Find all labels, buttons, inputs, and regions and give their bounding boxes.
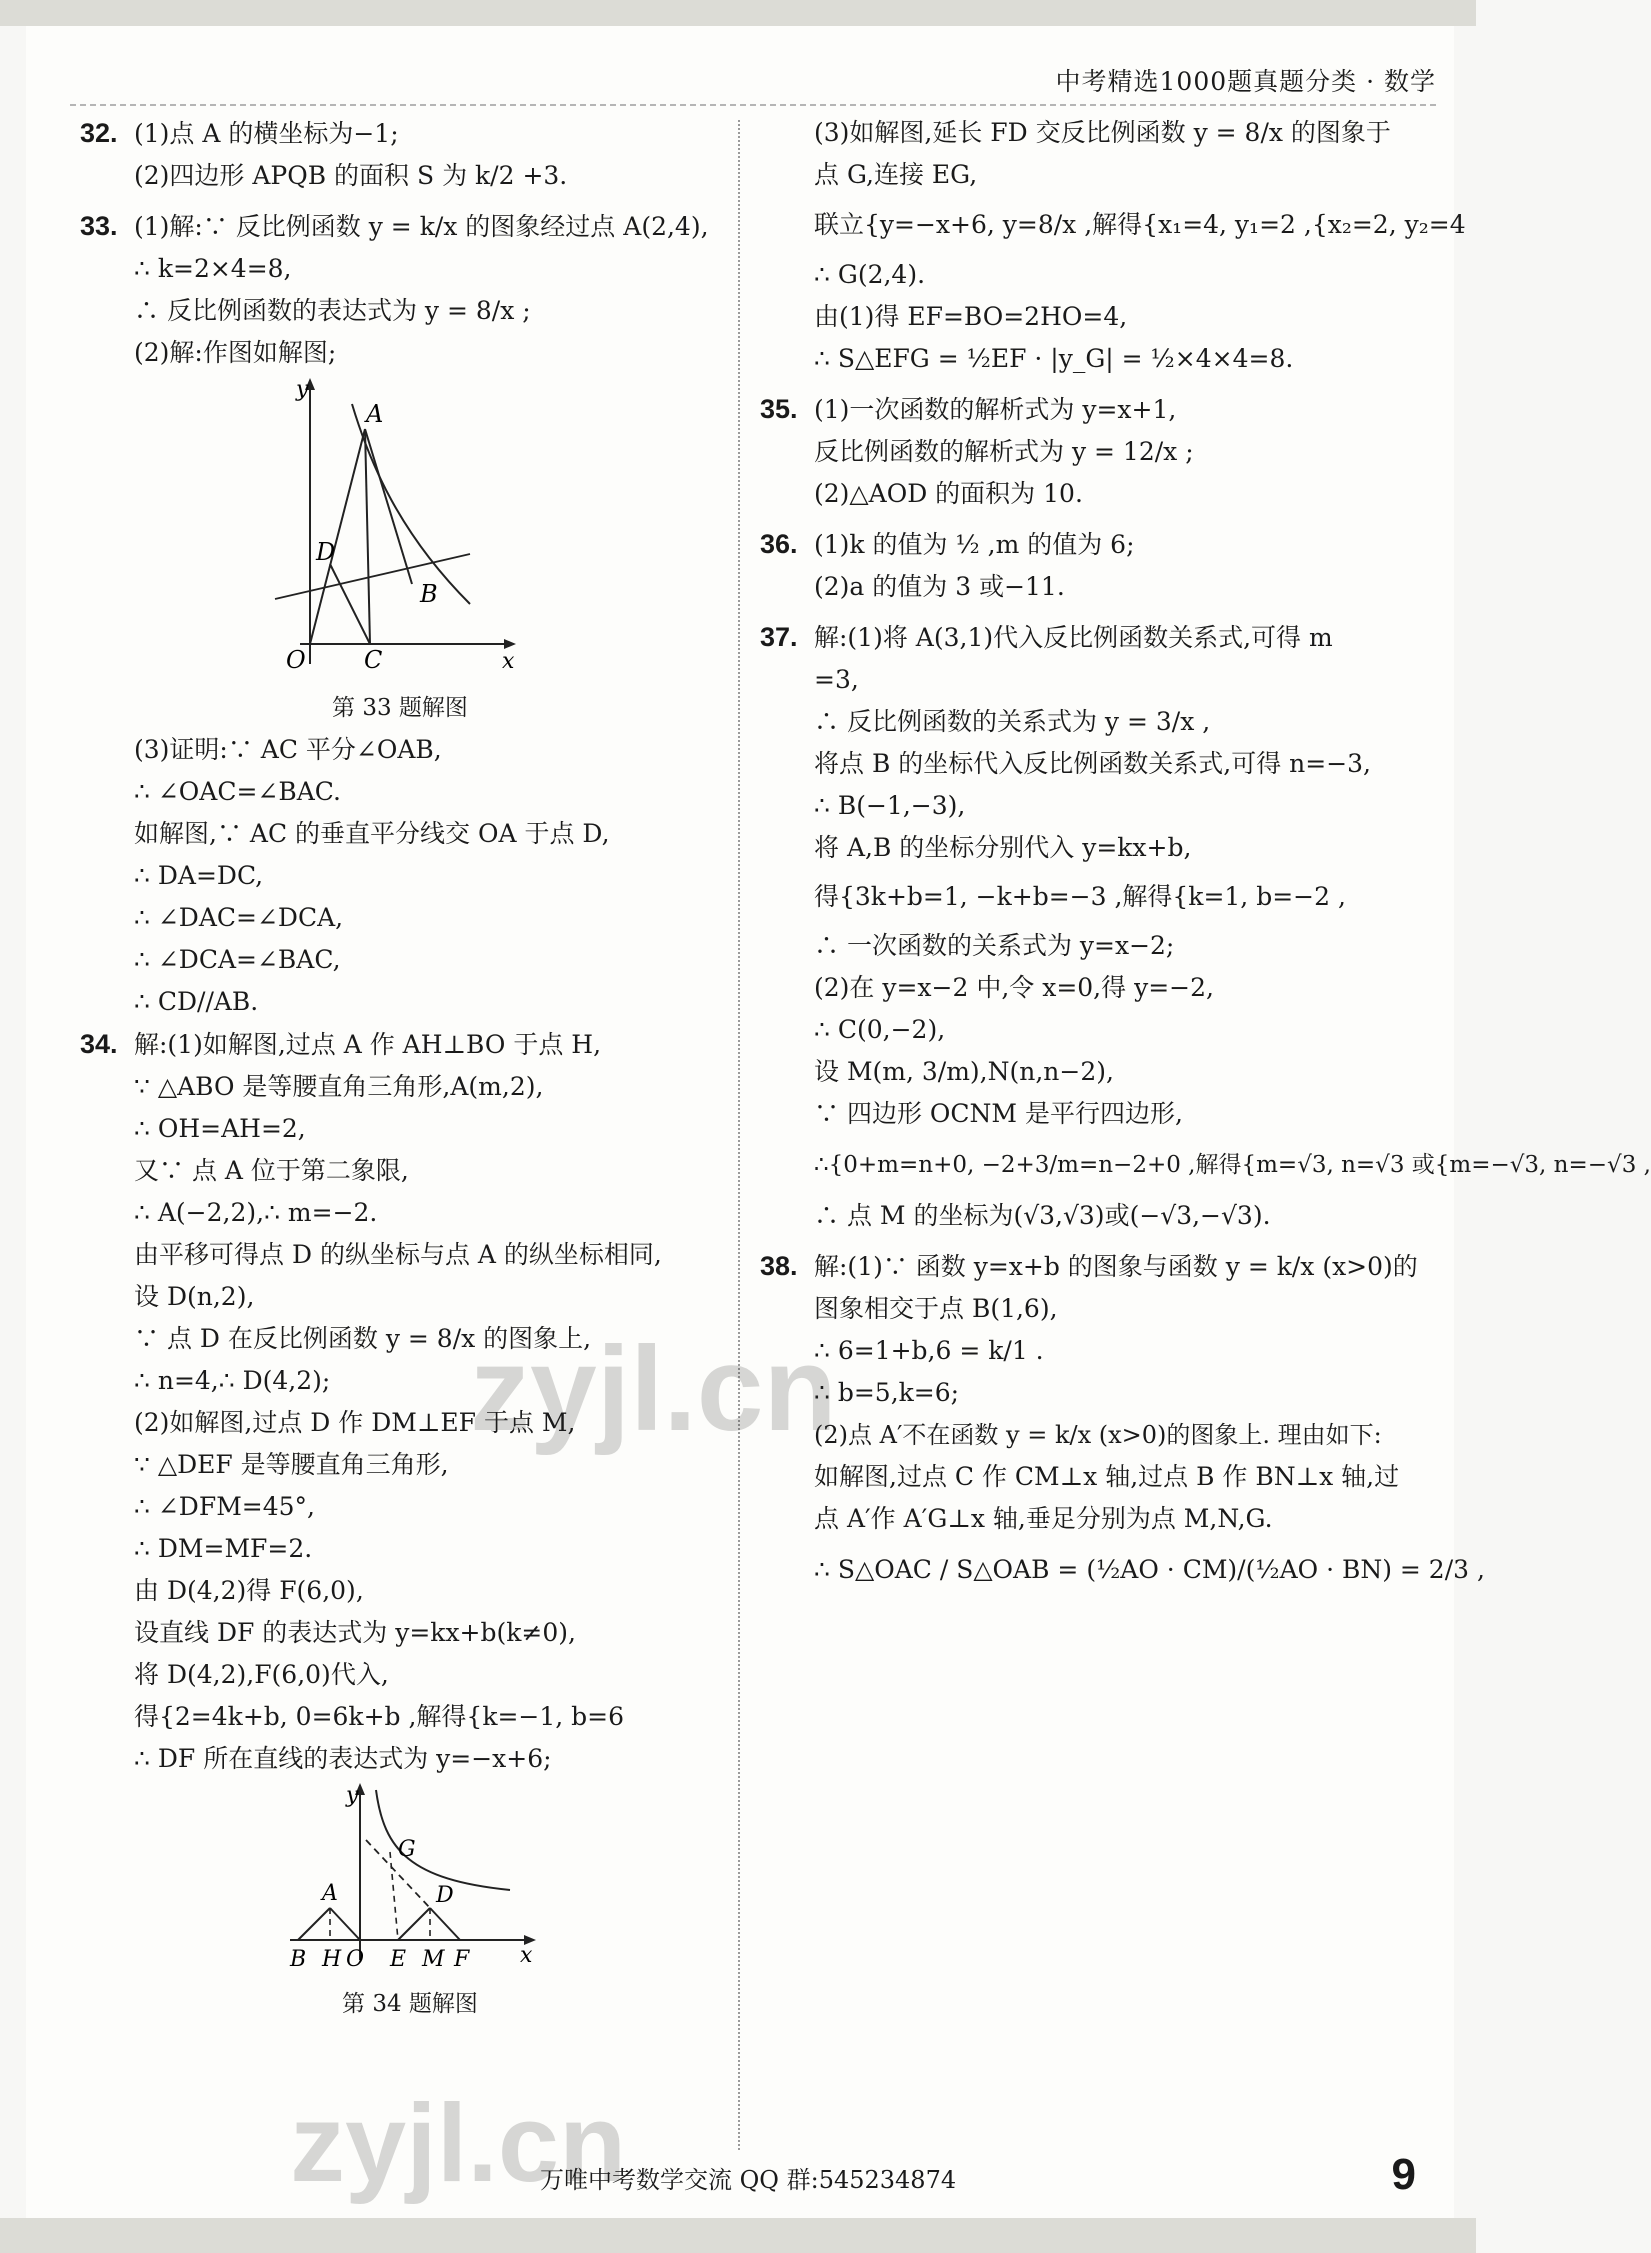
q37-line1: 37. 解:(1)将 A(3,1)代入反比例函数关系式,可得 m (760, 616, 1405, 659)
q33-bisector-line (275, 554, 470, 599)
q34-label-A: A (322, 1881, 338, 1906)
scan-border-top (0, 0, 1476, 26)
q34-diagram (280, 1780, 540, 1970)
q34-figure (280, 1780, 720, 2025)
q34-line15: 设直线 DF 的表达式为 y=kx+b(k≠0), (134, 1618, 576, 1647)
q33-label-A: A (366, 400, 384, 428)
q33-line5: (3)证明:∵ AC 平分∠OAB, (134, 735, 442, 764)
q38-line2: 图象相交于点 B(1,6), (814, 1294, 1058, 1323)
column-divider (738, 120, 740, 2150)
q34-label-H: H (322, 1947, 342, 1972)
q33-segment-OA (310, 429, 365, 644)
q33-label-O: O (286, 646, 306, 674)
q34-label-B: B (290, 1947, 307, 1972)
q34-line3: ∴ OH=AH=2, (134, 1114, 306, 1143)
q34-label-E: E (390, 1947, 407, 1972)
q34-line9: ∴ n=4,∴ D(4,2); (134, 1366, 331, 1395)
q33-figure (270, 374, 720, 729)
q34-segment-EG-dashed (390, 1852, 398, 1940)
q32-number: 32. (80, 118, 118, 148)
q34-segment-AO (330, 1908, 360, 1940)
q34c-line4: ∴ G(2,4). (814, 260, 926, 289)
q38-line1: 38. 解:(1)∵ 函数 y=x+b 的图象与函数 y = k/x (x>0)的 (760, 1245, 1405, 1288)
header-rule (70, 104, 1436, 106)
q37-line3: ∴ 反比例函数的关系式为 y = 3/x , (814, 707, 1211, 736)
q33-x-arrow (504, 639, 516, 649)
q36-line2: (2)a 的值为 3 或−11. (814, 572, 1065, 601)
q34-segment-ED (398, 1908, 430, 1940)
q35-number: 35. (760, 394, 798, 424)
q37-line8: ∴ 一次函数的关系式为 y=x−2; (814, 931, 1175, 960)
q34-line4: 又∵ 点 A 位于第二象限, (134, 1156, 409, 1185)
q34-label-G: G (398, 1837, 416, 1862)
q34c-line5: 由(1)得 EF=BO=2HO=4, (814, 302, 1128, 331)
q34-line14: 由 D(4,2)得 F(6,0), (134, 1576, 364, 1605)
q34-line16: 将 D(4,2),F(6,0)代入, (134, 1660, 389, 1689)
q37-line13: ∴{0+m=n+0, −2+3/m=n−2+0 ,解得{m=√3, n=√3 或{m=−√3, n=−√3 , (814, 1152, 1651, 1178)
q34-label-O: O (346, 1947, 365, 1972)
q34c-line2: 点 G,连接 EG, (814, 160, 978, 189)
q34-line8: ∵ 点 D 在反比例函数 y = 8/x 的图象上, (134, 1324, 592, 1353)
q33-label-C: C (364, 646, 383, 674)
q34-line11: ∵ △DEF 是等腰直角三角形, (134, 1450, 449, 1479)
q34c-line1: (3)如解图,延长 FD 交反比例函数 y = 8/x 的图象于 (814, 118, 1391, 147)
q32-line2: (2)四边形 APQB 的面积 S 为 k/2 +3. (134, 161, 568, 190)
q34-line13: ∴ DM=MF=2. (134, 1534, 313, 1563)
right-column (760, 112, 1651, 1600)
q37-line6: 将 A,B 的坐标分别代入 y=kx+b, (814, 833, 1192, 862)
q35-line1: 35. (1)一次函数的解析式为 y=x+1, (760, 388, 1405, 431)
q34-line17: 得{2=4k+b, 0=6k+b ,解得{k=−1, b=6 (134, 1702, 625, 1731)
q33-line9: ∴ ∠DAC=∠DCA, (134, 903, 344, 932)
scan-border-bottom (0, 2218, 1476, 2253)
q34c-line6: ∴ S△EFG = ½EF · |y_G| = ½×4×4=8. (814, 344, 1294, 373)
q33-line10: ∴ ∠DCA=∠BAC, (134, 945, 341, 974)
page-number: 9 (1391, 2150, 1416, 2199)
q33-line1: 33. (1)解:∵ 反比例函数 y = k/x 的图象经过点 A(2,4), (80, 205, 720, 248)
q34-line6: 由平移可得点 D 的纵坐标与点 A 的纵坐标相同, (134, 1240, 662, 1269)
q37-line7: 得{3k+b=1, −k+b=−3 ,解得{k=1, b=−2 , (814, 882, 1346, 911)
q33-line4: (2)解:作图如解图; (134, 338, 337, 367)
q37-number: 37. (760, 622, 798, 652)
q32-line1: 32. (1)点 A 的横坐标为−1; (80, 112, 720, 155)
q34-line10: (2)如解图,过点 D 作 DM⊥EF 于点 M, (134, 1408, 576, 1437)
q33-line6: ∴ ∠OAC=∠BAC. (134, 777, 341, 806)
q34-figure-caption: 第 34 题解图 (342, 1991, 478, 2017)
q33-segment-AB (365, 429, 412, 584)
q33-label-D: D (316, 538, 336, 566)
q34-line5: ∴ A(−2,2),∴ m=−2. (134, 1198, 378, 1227)
q38-line3: ∴ 6=1+b,6 = k/1 . (814, 1336, 1044, 1365)
footer-text: 万唯中考数学交流 QQ 群:545234874 (540, 2166, 957, 2194)
q38-line6: 如解图,过点 C 作 CM⊥x 轴,过点 B 作 BN⊥x 轴,过 (814, 1462, 1400, 1491)
q34-line12: ∴ ∠DFM=45°, (134, 1492, 315, 1521)
q38-line8: ∴ S△OAC / S△OAB = (½AO · CM)/(½AO · BN) = 2/3 , (814, 1555, 1485, 1584)
q35-line2: 反比例函数的解析式为 y = 12/x ; (814, 437, 1194, 466)
q33-segment-DC (330, 564, 370, 644)
q33-line2: ∴ k=2×4=8, (134, 254, 292, 283)
q33-line11: ∴ CD//AB. (134, 987, 259, 1016)
q34c-line3: 联立{y=−x+6, y=8/x ,解得{x₁=4, y₁=2 ,{x₂=2, y₂=4 (814, 210, 1466, 239)
q38-line7: 点 A′作 A′G⊥x 轴,垂足分别为点 M,N,G. (814, 1504, 1273, 1533)
q33-figure-caption: 第 33 题解图 (332, 695, 468, 721)
q34-segment-BA (298, 1908, 330, 1940)
q34-hyperbola (376, 1790, 510, 1890)
q33-line8: ∴ DA=DC, (134, 861, 264, 890)
q33-hyperbola (352, 404, 470, 604)
q33-line7: 如解图,∵ AC 的垂直平分线交 OA 于点 D, (134, 819, 610, 848)
q34-line18: ∴ DF 所在直线的表达式为 y=−x+6; (134, 1744, 552, 1773)
q36-line1: 36. (1)k 的值为 ½ ,m 的值为 6; (760, 523, 1405, 566)
q33-label-B: B (420, 580, 438, 608)
q33-line3: ∴ 反比例函数的表达式为 y = 8/x ; (134, 296, 531, 325)
q34-line1: 34. 解:(1)如解图,过点 A 作 AH⊥BO 于点 H, (80, 1023, 720, 1066)
q34-line7: 设 D(n,2), (134, 1282, 255, 1311)
q38-line5: (2)点 A′不在函数 y = k/x (x>0)的图象上. 理由如下: (814, 1421, 1382, 1449)
q34-label-x: x (520, 1943, 533, 1968)
q37-line12: ∵ 四边形 OCNM 是平行四边形, (814, 1099, 1183, 1128)
q37-line10: ∴ C(0,−2), (814, 1015, 946, 1044)
q34-label-D: D (436, 1883, 454, 1908)
q34-label-y: y (346, 1783, 359, 1808)
q37-line5: ∴ B(−1,−3), (814, 791, 966, 820)
q33-segment-AC (365, 429, 370, 644)
q34-line2: ∵ △ABO 是等腰直角三角形,A(m,2), (134, 1072, 544, 1101)
q34-segment-DF (430, 1908, 460, 1940)
q34-label-F: F (454, 1947, 470, 1972)
q35-line3: (2)△AOD 的面积为 10. (814, 479, 1083, 508)
q37-line11: 设 M(m, 3/m),N(n,n−2), (814, 1057, 1114, 1086)
q37-line2: =3, (814, 665, 859, 694)
q34-number: 34. (80, 1029, 118, 1059)
q33-label-x: x (502, 649, 515, 674)
q38-number: 38. (760, 1251, 798, 1281)
q36-number: 36. (760, 529, 798, 559)
q33-label-y: y (296, 377, 309, 402)
q37-line14: ∴ 点 M 的坐标为(√3,√3)或(−√3,−√3). (814, 1201, 1271, 1230)
page-header: 中考精选1000题真题分类 · 数学 (1055, 67, 1436, 96)
q37-line4: 将点 B 的坐标代入反比例函数关系式,可得 n=−3, (814, 749, 1372, 778)
q33-number: 33. (80, 211, 118, 241)
q37-line9: (2)在 y=x−2 中,令 x=0,得 y=−2, (814, 973, 1214, 1002)
q33-diagram (270, 374, 530, 674)
left-column (80, 112, 720, 2025)
q34-label-M: M (422, 1947, 445, 1972)
q38-line4: ∴ b=5,k=6; (814, 1378, 960, 1407)
